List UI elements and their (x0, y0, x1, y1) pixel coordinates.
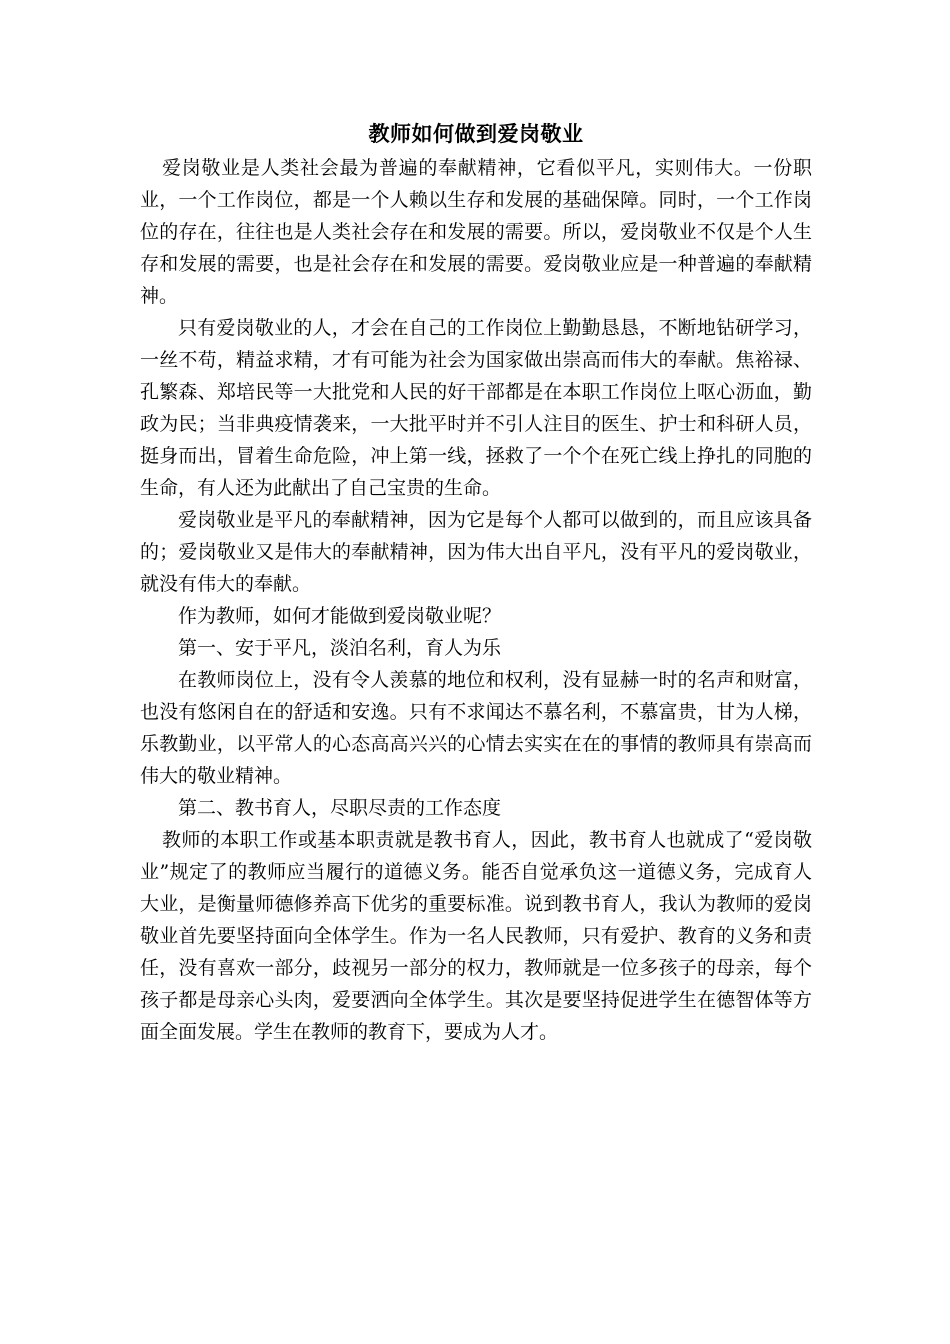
paragraph-1: 爱岗敬业是人类社会最为普遍的奉献精神，它看似平凡，实则伟大。一份职业，一个工作岗位，都是一个人赖以生存和发展的基础保障。同时，一个工作岗位的存在，往往也是人类社会存在和发展的需要。所以，爱岗敬业不仅是个人生存和发展的需要，也是社会存在和发展的需要。爱岗敬业应是一种普遍的奉献精神。 (140, 157, 812, 307)
paragraph-3: 爱岗敬业是平凡的奉献精神，因为它是每个人都可以做到的，而且应该具备的；爱岗敬业又是伟大的奉献精神，因为伟大出自平凡，没有平凡的爱岗敬业，就没有伟大的奉献。 (140, 509, 812, 595)
section-heading-2: 第二、教书育人，尽职尽责的工作态度 (178, 797, 502, 819)
paragraph-2: 只有爱岗敬业的人，才会在自己的工作岗位上勤勤恳恳，不断地钻研学习，一丝不苟，精益求精，才有可能为社会为国家做出崇高而伟大的奉献。焦裕禄、孔繁森、郑培民等一大批党和人民的好干部都是在本职工作岗位上呕心沥血，勤政为民；当非典疫情袭来，一大批平时并不引人注目的医生、护士和科研人员，挺身而出，冒着生命危险，冲上第一线，拯救了一个个在死亡线上挣扎的同胞的生命，有人还为此献出了自己宝贵的生命。 (140, 317, 812, 499)
section-heading-1: 第一、安于平凡，淡泊名利，育人为乐 (178, 637, 502, 659)
document-title: 教师如何做到爱岗敬业 (368, 122, 584, 146)
paragraph-6: 教师的本职工作或基本职责就是教书育人，因此，教书育人也就成了“爱岗敬业”规定了的教师应当履行的道德义务。能否自觉承负这一道德义务，完成育人大业，是衡量师德修养高下优劣的重要标准。说到教书育人，我认为教师的爱岗敬业首先要坚持面向全体学生。作为一名人民教师，只有爱护、教育的义务和责任，没有喜欢一部分，歧视另一部分的权力，教师就是一位多孩子的母亲，每个孩子都是母亲心头肉，爱要洒向全体学生。其次是要坚持促进学生在德智体等方面全面发展。学生在教师的教育下，要成为人才。 (140, 829, 812, 1043)
document-page (140, 118, 812, 1048)
document-body (140, 152, 812, 1048)
paragraph-5: 在教师岗位上，没有令人羡慕的地位和权利，没有显赫一时的名声和财富，也没有悠闲自在的舒适和安逸。只有不求闻达不慕名利，不慕富贵，甘为人梯，乐教勤业，以平常人的心态高高兴兴的心情去实实在在的事情的教师具有崇高而伟大的敬业精神。 (140, 669, 812, 787)
paragraph-4: 作为教师，如何才能做到爱岗敬业呢？ (178, 605, 502, 627)
